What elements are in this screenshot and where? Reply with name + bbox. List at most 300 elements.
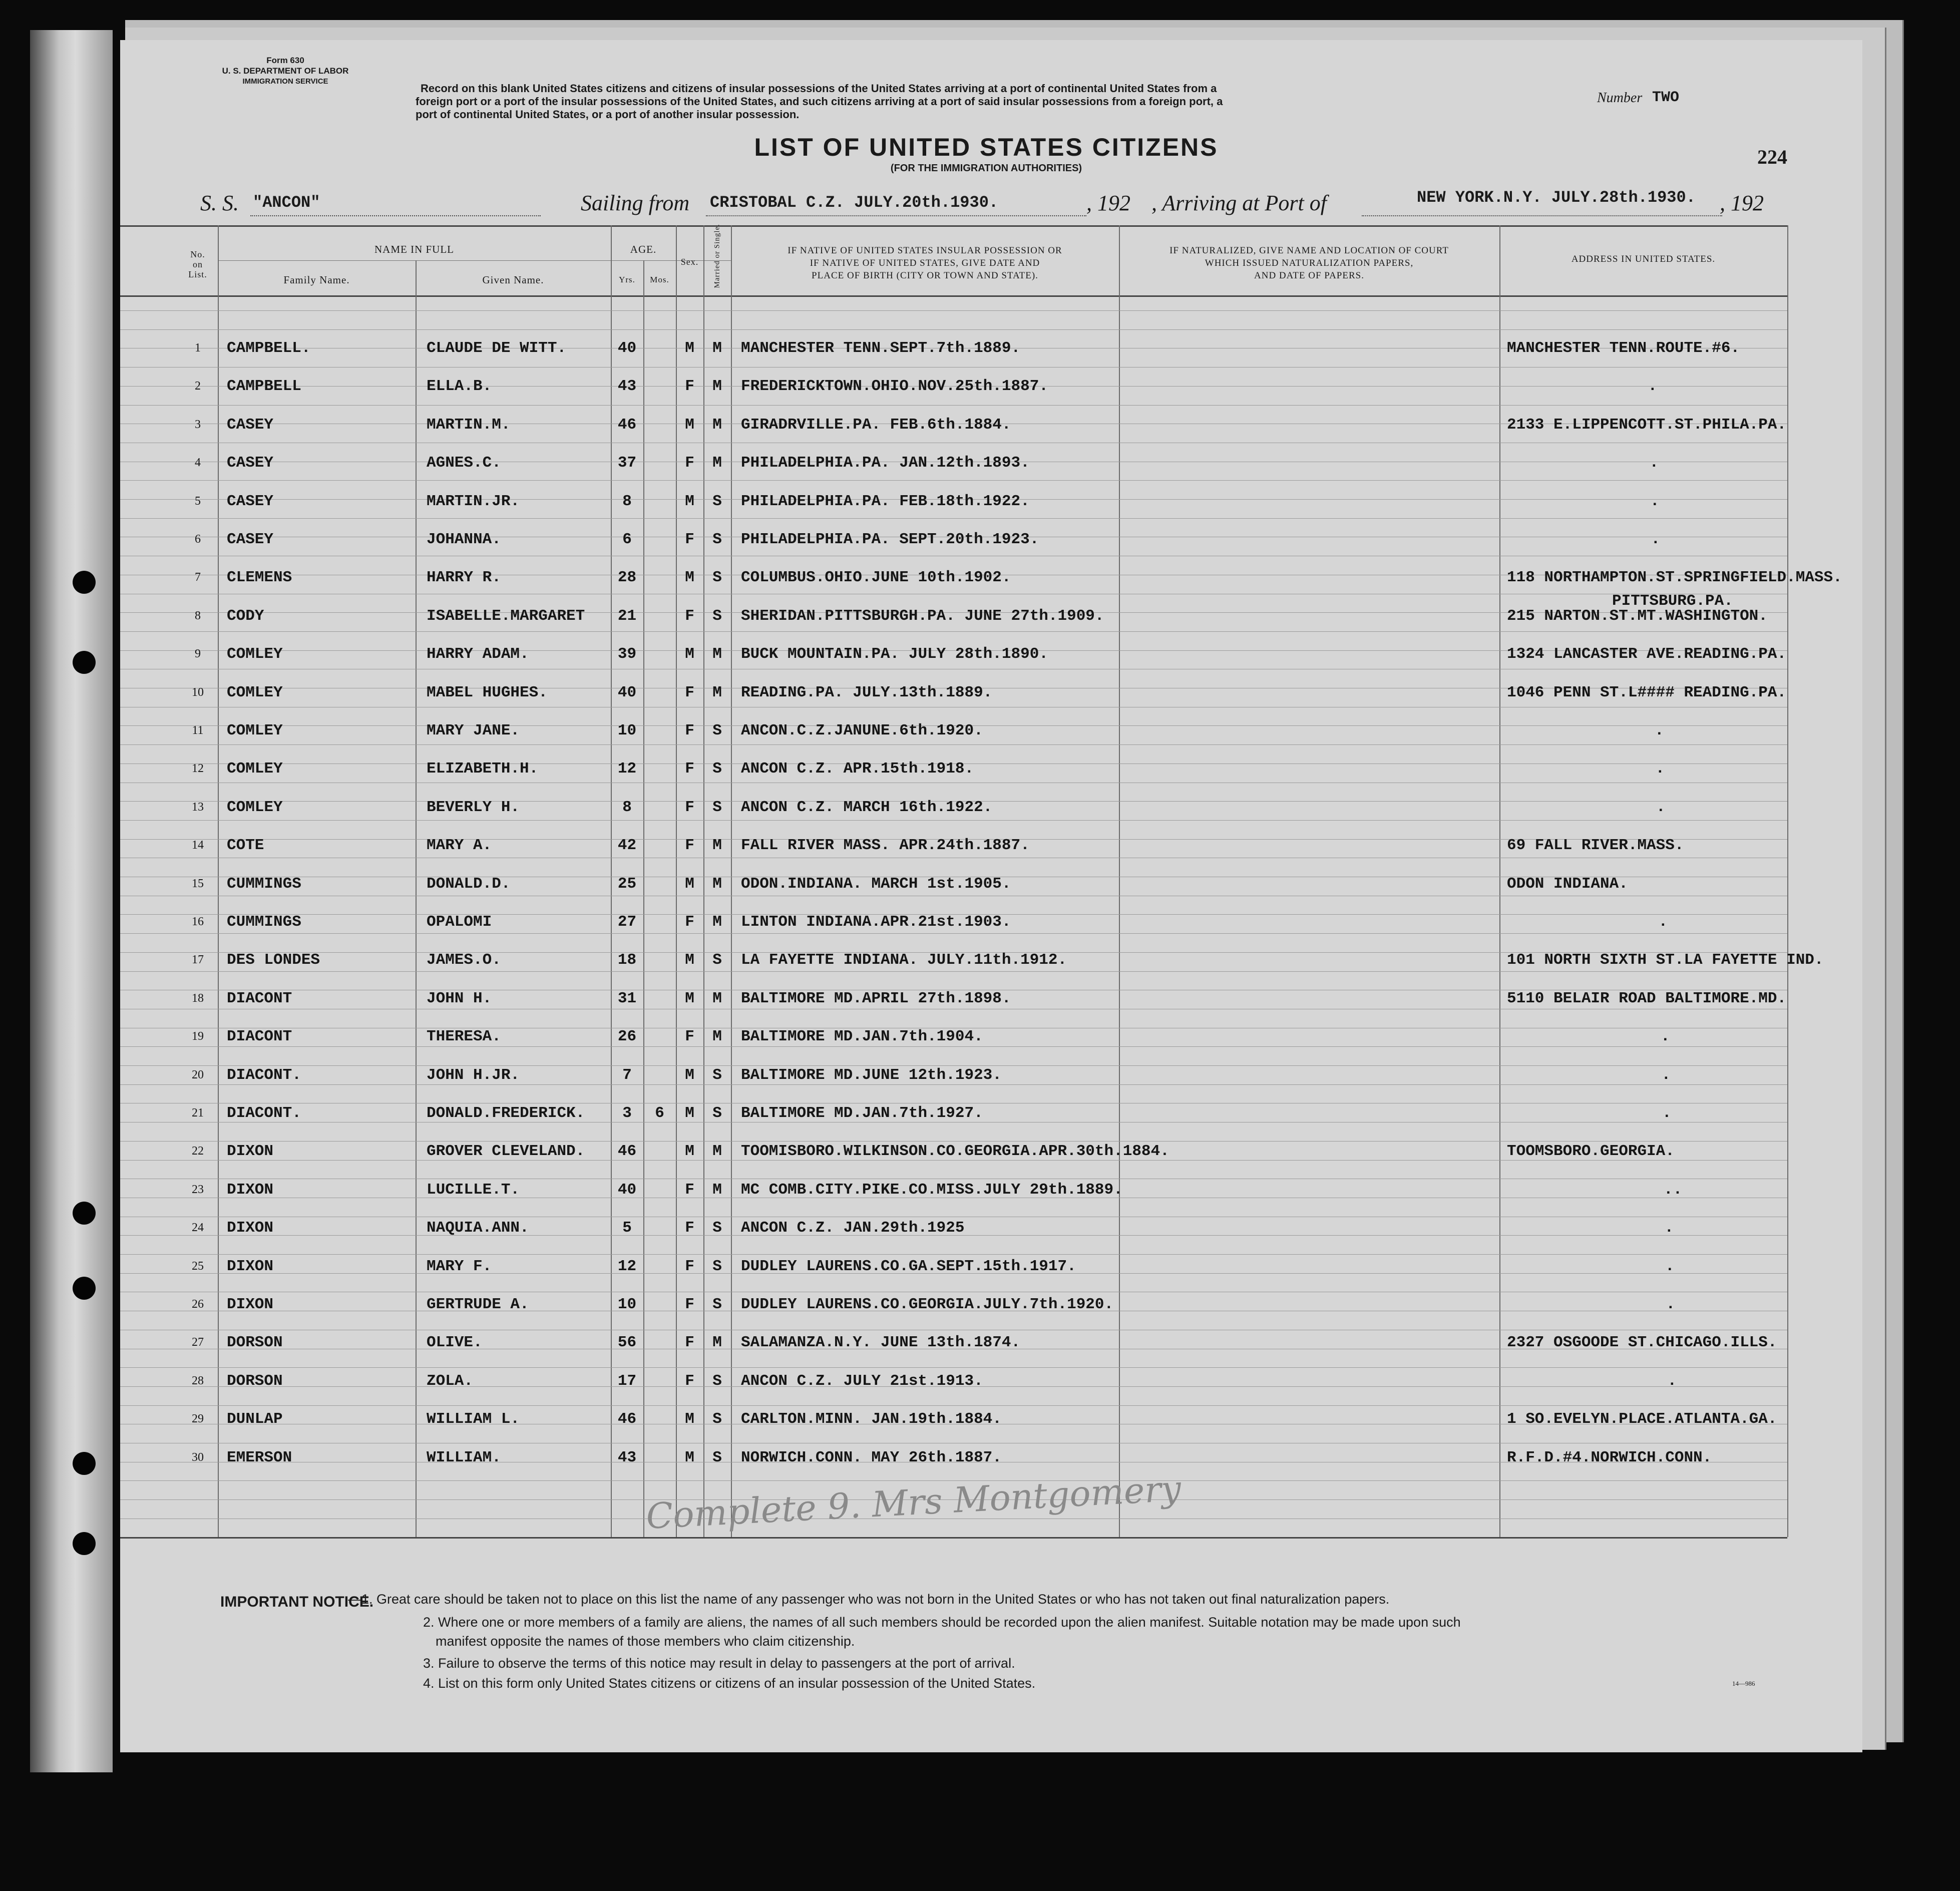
cell-sex: F (685, 913, 694, 931)
cell-birth: ANCON C.Z. JAN.29th.1925 (741, 1219, 965, 1237)
cell-given: ELIZABETH.H. (427, 760, 539, 778)
cell-given: OLIVE. (427, 1334, 483, 1352)
cell-address: 1046 PENN ST.L#### READING.PA. (1507, 683, 1787, 701)
cell-sex: F (685, 683, 694, 701)
table-row (120, 1287, 1862, 1324)
cell-yrs: 21 (617, 607, 637, 625)
table-row (120, 981, 1862, 1018)
cell-no: 25 (192, 1259, 204, 1273)
cell-given: ISABELLE.MARGARET (427, 607, 585, 625)
cell-address: 5110 BELAIR ROAD BALTIMORE.MD. (1507, 989, 1787, 1007)
cell-sex: F (685, 454, 694, 472)
cell-ms: M (712, 683, 722, 701)
cell-ms: S (712, 951, 722, 969)
number-label: Number (1597, 90, 1643, 106)
cell-family: DORSON (227, 1334, 283, 1352)
cell-birth: MC COMB.CITY.PIKE.CO.MISS.JULY 29th.1889. (741, 1181, 1123, 1199)
cell-ms: S (712, 531, 722, 548)
col-naturalization: IF NATURALIZED, GIVE NAME AND LOCATION OF COURT WHICH ISSUED NATURALIZATION PAPERS, AND DATE OF PAPERS. (1169, 245, 1449, 281)
table-row (120, 866, 1862, 904)
instruction-line-1: Record on this blank United States citizens and citizens of insular possessions of the United States arriving at a port of continental United States from a (421, 82, 1217, 95)
table-row (120, 445, 1862, 483)
cell-sex: M (685, 1143, 694, 1161)
cell-yrs: 28 (617, 569, 637, 587)
cell-ms: M (712, 377, 722, 396)
notice-heading: IMPORTANT NOTICE. (220, 1594, 374, 1610)
table-row (120, 1133, 1862, 1171)
cell-yrs: 39 (617, 645, 637, 663)
cell-ms: S (712, 492, 722, 510)
cell-yrs: 5 (622, 1219, 632, 1237)
cell-family: DIACONT (227, 1028, 292, 1046)
cell-yrs: 12 (617, 760, 637, 778)
table-row (120, 1363, 1862, 1401)
cell-no: 26 (192, 1298, 204, 1311)
cell-address: 215 NARTON.ST.MT.WASHINGTON. (1507, 607, 1768, 625)
cell-no: 18 (192, 991, 204, 1005)
cell-birth: MANCHESTER TENN.SEPT.7th.1889. (741, 339, 1021, 357)
table-row (120, 904, 1862, 942)
cell-yrs: 43 (617, 1448, 637, 1466)
cell-given: AGNES.C. (427, 454, 501, 472)
cell-family: CUMMINGS (227, 875, 301, 893)
notice-item-4: 4. List on this form only United States citizens or citizens of an insular possession of the United States. (423, 1676, 1036, 1691)
cell-family: DIXON (227, 1181, 274, 1199)
cell-family: CASEY (227, 492, 274, 510)
cell-family: DIACONT. (227, 1104, 301, 1122)
punch-hole (73, 651, 96, 674)
cell-no: 22 (192, 1145, 204, 1158)
cell-yrs: 8 (622, 798, 632, 816)
ruled-line (120, 329, 1787, 330)
cell-yrs: 27 (617, 913, 637, 931)
cell-no: 8 (195, 609, 201, 622)
cell-no: 5 (195, 494, 201, 508)
cell-address-above: PITTSBURG.PA. (1612, 592, 1733, 610)
cell-given: ZOLA. (427, 1372, 474, 1390)
cell-given: WILLIAM L. (427, 1410, 520, 1428)
cell-given: NAQUIA.ANN. (427, 1219, 529, 1237)
cell-ms: S (712, 1372, 722, 1390)
cell-address: TOOMSBORO.GEORGIA. (1507, 1143, 1675, 1161)
cell-family: DIACONT. (227, 1066, 301, 1084)
cell-address: 1 SO.EVELYN.PLACE.ATLANTA.GA. (1507, 1410, 1777, 1428)
cell-ms: M (712, 1334, 722, 1352)
cell-ms: S (712, 760, 722, 778)
arriving-value: NEW YORK.N.Y. JULY.28th.1930. (1417, 188, 1696, 207)
cell-family: DES LONDES (227, 951, 320, 969)
notice-item-1: —1. Great care should be taken not to place on this list the name of any passenger who was not born in the United States or who has not taken out final naturalization papers. (348, 1592, 1390, 1607)
cell-yrs: 46 (617, 1143, 637, 1161)
cell-birth: COLUMBUS.OHIO.JUNE 10th.1902. (741, 569, 1011, 587)
table-row (120, 713, 1862, 750)
form-number: Form 630 (266, 56, 304, 65)
cell-given: HARRY ADAM. (427, 645, 529, 663)
cell-yrs: 8 (622, 492, 632, 510)
cell-family: CAMPBELL (227, 377, 301, 396)
table-row (120, 1401, 1862, 1439)
cell-sex: M (685, 416, 694, 434)
table-row (120, 1095, 1862, 1133)
cell-yrs: 17 (617, 1372, 637, 1390)
cell-address: 101 NORTH SIXTH ST.LA FAYETTE IND. (1507, 951, 1824, 969)
cell-birth: FALL RIVER MASS. APR.24th.1887. (741, 837, 1030, 855)
cell-yrs: 46 (617, 1410, 637, 1428)
cell-ms: M (712, 989, 722, 1007)
cell-address: . (1658, 913, 1668, 931)
cell-sex: M (685, 645, 694, 663)
cell-family: DORSON (227, 1372, 283, 1390)
cell-address: .. (1664, 1181, 1683, 1199)
cell-address: . (1661, 1066, 1671, 1084)
cell-no: 12 (192, 762, 204, 776)
cell-address: MANCHESTER TENN.ROUTE.#6. (1507, 339, 1740, 357)
cell-no: 19 (192, 1030, 204, 1043)
cell-given: ELLA.B. (427, 377, 492, 396)
cell-address: . (1655, 722, 1664, 739)
header-bottom-border (120, 295, 1787, 297)
cell-no: 17 (192, 953, 204, 967)
col-address: ADDRESS IN UNITED STATES. (1571, 254, 1716, 264)
table-row (120, 407, 1862, 445)
cell-family: COTE (227, 837, 264, 855)
cell-yrs: 10 (617, 722, 637, 739)
ruled-line (120, 310, 1787, 311)
col-no-on-list: No. on List. (188, 249, 207, 279)
cell-birth: BALTIMORE MD.APRIL 27th.1898. (741, 989, 1011, 1007)
table-row (120, 1325, 1862, 1362)
table-top-border (120, 225, 1787, 227)
page-subtitle: (FOR THE IMMIGRATION AUTHORITIES) (890, 163, 1082, 174)
cell-ms: S (712, 1104, 722, 1122)
binder-strip (30, 30, 113, 1772)
cell-no: 13 (192, 800, 204, 814)
cell-birth: BUCK MOUNTAIN.PA. JULY 28th.1890. (741, 645, 1048, 663)
cell-address: . (1649, 454, 1659, 472)
cell-birth: TOOMISBORO.WILKINSON.CO.GEORGIA.APR.30th.1884. (741, 1143, 1169, 1161)
table-row (120, 790, 1862, 827)
table-bottom-border (120, 1537, 1787, 1539)
cell-ms: S (712, 1257, 722, 1275)
table-row (120, 330, 1862, 368)
cell-given: JOHN H. (427, 989, 492, 1007)
cell-no: 23 (192, 1183, 204, 1196)
cell-ms: S (712, 607, 722, 625)
cell-ms: M (712, 913, 722, 931)
cell-given: JOHN H.JR. (427, 1066, 520, 1084)
cell-sex: M (685, 1104, 694, 1122)
cell-address: 118 NORTHAMPTON.ST.SPRINGFIELD.MASS. (1507, 569, 1842, 587)
cell-mos: 6 (655, 1104, 664, 1122)
cell-family: CASEY (227, 531, 274, 548)
cell-no: 16 (192, 915, 204, 928)
service-name: IMMIGRATION SERVICE (242, 77, 328, 86)
cell-family: CAMPBELL. (227, 339, 311, 357)
col-name-in-full: NAME IN FULL (374, 243, 454, 255)
cell-birth: ODON.INDIANA. MARCH 1st.1905. (741, 875, 1011, 893)
col-family-name: Family Name. (283, 274, 350, 286)
cell-address: . (1650, 492, 1660, 510)
cell-family: DIACONT (227, 989, 292, 1007)
cell-sex: F (685, 1181, 694, 1199)
punch-hole (73, 1277, 96, 1300)
cell-address: 2133 E.LIPPENCOTT.ST.PHILA.PA. (1507, 416, 1787, 434)
cell-sex: F (685, 1296, 694, 1313)
cell-sex: F (685, 1372, 694, 1390)
cell-address: 69 FALL RIVER.MASS. (1507, 837, 1684, 855)
cell-ms: S (712, 1066, 722, 1084)
arriving-underline (1362, 215, 1722, 216)
cell-no: 7 (195, 571, 201, 584)
cell-address: . (1664, 1219, 1674, 1237)
cell-birth: PHILADELPHIA.PA. FEB.18th.1922. (741, 492, 1030, 510)
cell-given: OPALOMI (427, 913, 492, 931)
page-title: LIST OF UNITED STATES CITIZENS (754, 133, 1219, 161)
cell-ms: S (712, 722, 722, 739)
table-row (120, 1440, 1862, 1477)
cell-given: CLAUDE DE WITT. (427, 339, 567, 357)
department-name: U. S. DEPARTMENT OF LABOR (222, 66, 349, 76)
cell-ms: S (712, 798, 722, 816)
cell-no: 28 (192, 1374, 204, 1387)
cell-no: 15 (192, 877, 204, 890)
cell-yrs: 46 (617, 416, 637, 434)
cell-sex: M (685, 569, 694, 587)
cell-birth: ANCON C.Z. MARCH 16th.1922. (741, 798, 993, 816)
cell-no: 21 (192, 1106, 204, 1119)
cell-sex: F (685, 1334, 694, 1352)
cell-given: MARTIN.JR. (427, 492, 520, 510)
col-yrs: Yrs. (619, 275, 635, 284)
cell-sex: F (685, 760, 694, 778)
col-given-name: Given Name. (482, 274, 544, 286)
year-suffix: , 192 (1720, 191, 1764, 215)
year-suffix: , 192 (1086, 191, 1130, 215)
cell-address: . (1662, 1104, 1672, 1122)
cell-yrs: 42 (617, 837, 637, 855)
table-row (120, 942, 1862, 980)
cell-no: 3 (195, 418, 201, 431)
cell-given: MARY A. (427, 837, 492, 855)
cell-birth: BALTIMORE MD.JAN.7th.1904. (741, 1028, 983, 1046)
page-number: 224 (1757, 146, 1787, 168)
arriving-label: , Arriving at Port of (1151, 191, 1327, 215)
cell-family: DIXON (227, 1296, 274, 1313)
cell-family: COMLEY (227, 722, 283, 739)
cell-sex: M (685, 339, 694, 357)
cell-sex: F (685, 377, 694, 396)
cell-ms: M (712, 1028, 722, 1046)
table-row (120, 592, 1862, 636)
cell-sex: F (685, 722, 694, 739)
ship-name: "ANCON" (253, 193, 320, 212)
cell-ms: S (712, 1410, 722, 1428)
table-row (120, 1210, 1862, 1248)
table-row (120, 828, 1862, 865)
cell-family: EMERSON (227, 1448, 292, 1466)
cell-given: GROVER CLEVELAND. (427, 1143, 585, 1161)
cell-ms: M (712, 837, 722, 855)
cell-ms: M (712, 416, 722, 434)
cell-family: CASEY (227, 454, 274, 472)
cell-given: MARY JANE. (427, 722, 520, 739)
cell-no: 4 (195, 456, 201, 470)
cell-sex: F (685, 1028, 694, 1046)
cell-sex: F (685, 798, 694, 816)
cell-no: 30 (192, 1450, 204, 1464)
punch-hole (73, 571, 96, 594)
punch-hole (73, 1452, 96, 1475)
cell-family: CASEY (227, 416, 274, 434)
table-row (120, 560, 1862, 597)
cell-address: 1324 LANCASTER AVE.READING.PA. (1507, 645, 1787, 663)
col-age: AGE. (630, 243, 657, 255)
cell-birth: SALAMANZA.N.Y. JUNE 13th.1874. (741, 1334, 1021, 1352)
ss-label: S. S. (200, 191, 239, 215)
cell-given: JAMES.O. (427, 951, 501, 969)
table-row (120, 751, 1862, 789)
manifest-sheet (120, 40, 1862, 1752)
cell-family: DIXON (227, 1143, 274, 1161)
cell-ms: M (712, 454, 722, 472)
instruction-line-2: foreign port or a port of the insular possessions of the United States, and such citizens arriving at a port of said insular possessions from a foreign port, a (416, 95, 1223, 108)
notice-item-2-cont: manifest opposite the names of those members who claim citizenship. (436, 1634, 855, 1649)
cell-given: DONALD.FREDERICK. (427, 1104, 585, 1122)
cell-yrs: 56 (617, 1334, 637, 1352)
cell-family: DIXON (227, 1219, 274, 1237)
cell-birth: LINTON INDIANA.APR.21st.1903. (741, 913, 1011, 931)
cell-address: . (1648, 377, 1658, 396)
cell-yrs: 40 (617, 339, 637, 357)
cell-family: CLEMENS (227, 569, 292, 587)
punch-hole (73, 1202, 96, 1225)
cell-yrs: 43 (617, 377, 637, 396)
cell-ms: M (712, 339, 722, 357)
cell-given: JOHANNA. (427, 531, 501, 548)
cell-yrs: 10 (617, 1296, 637, 1313)
cell-address: R.F.D.#4.NORWICH.CONN. (1507, 1448, 1712, 1466)
ship-underline (250, 215, 541, 216)
cell-yrs: 7 (622, 1066, 632, 1084)
table-row (120, 368, 1862, 406)
cell-birth: NORWICH.CONN. MAY 26th.1887. (741, 1448, 1002, 1466)
cell-birth: PHILADELPHIA.PA. SEPT.20th.1923. (741, 531, 1039, 548)
cell-birth: BALTIMORE MD.JAN.7th.1927. (741, 1104, 983, 1122)
cell-no: 11 (192, 724, 204, 737)
col-birthplace: IF NATIVE OF UNITED STATES INSULAR POSSESSION OR IF NATIVE OF UNITED STATES, GIVE DATE AND PLACE OF BIRTH (CITY OR TOWN AND STATE). (788, 245, 1062, 281)
table-row (120, 636, 1862, 674)
subheader-rule (218, 260, 731, 261)
cell-no: 24 (192, 1221, 204, 1235)
cell-ms: M (712, 1143, 722, 1161)
cell-yrs: 40 (617, 1181, 637, 1199)
col-married-single: Married or Single. (713, 224, 721, 288)
table-row (120, 1057, 1862, 1095)
cell-address: . (1656, 798, 1666, 816)
cell-ms: M (712, 875, 722, 893)
cell-given: MABEL HUGHES. (427, 683, 548, 701)
cell-family: DUNLAP (227, 1410, 283, 1428)
cell-family: COMLEY (227, 645, 283, 663)
cell-given: THERESA. (427, 1028, 501, 1046)
cell-yrs: 25 (617, 875, 637, 893)
sailing-value: CRISTOBAL C.Z. JULY.20th.1930. (710, 193, 999, 212)
notice-item-2: 2. Where one or more members of a family are aliens, the names of all such members should be recorded upon the alien manifest. Suitable notation may be made upon such (423, 1615, 1461, 1630)
cell-birth: LA FAYETTE INDIANA. JULY.11th.1912. (741, 951, 1067, 969)
cell-birth: GIRADRVILLE.PA. FEB.6th.1884. (741, 416, 1011, 434)
table-row (120, 484, 1862, 521)
cell-no: 20 (192, 1068, 204, 1081)
cell-address: . (1666, 1296, 1676, 1313)
cell-family: CUMMINGS (227, 913, 301, 931)
cell-no: 9 (195, 647, 201, 661)
cell-birth: PHILADELPHIA.PA. JAN.12th.1893. (741, 454, 1030, 472)
cell-address: . (1655, 760, 1665, 778)
table-row (120, 1172, 1862, 1210)
cell-given: WILLIAM. (427, 1448, 501, 1466)
cell-ms: S (712, 1296, 722, 1313)
number-value: TWO (1652, 89, 1680, 106)
cell-ms: S (712, 569, 722, 587)
sailing-underline (706, 215, 1086, 216)
cell-yrs: 6 (622, 531, 632, 548)
cell-yrs: 37 (617, 454, 637, 472)
cell-birth: DUDLEY LAURENS.CO.GA.SEPT.15th.1917. (741, 1257, 1076, 1275)
print-code: 14—986 (1732, 1680, 1755, 1687)
table-row (120, 1249, 1862, 1286)
cell-birth: BALTIMORE MD.JUNE 12th.1923. (741, 1066, 1002, 1084)
cell-sex: M (685, 1066, 694, 1084)
col-sex: Sex. (680, 257, 699, 267)
col-mos: Mos. (650, 275, 669, 284)
cell-given: LUCILLE.T. (427, 1181, 520, 1199)
cell-sex: M (685, 989, 694, 1007)
cell-given: HARRY R. (427, 569, 501, 587)
cell-no: 14 (192, 839, 204, 852)
cell-no: 2 (195, 380, 201, 393)
cell-yrs: 12 (617, 1257, 637, 1275)
cell-birth: FREDERICKTOWN.OHIO.NOV.25th.1887. (741, 377, 1048, 396)
cell-birth: READING.PA. JULY.13th.1889. (741, 683, 993, 701)
cell-ms: M (712, 645, 722, 663)
cell-birth: ANCON C.Z. APR.15th.1918. (741, 760, 974, 778)
cell-given: DONALD.D. (427, 875, 511, 893)
cell-family: COMLEY (227, 683, 283, 701)
instruction-line-3: port of continental United States, or a port of another insular possession. (416, 108, 800, 121)
handwritten-note: Complete 9. Mrs Montgomery (645, 1468, 1183, 1537)
cell-sex: F (685, 1219, 694, 1237)
cell-ms: S (712, 1448, 722, 1466)
cell-sex: F (685, 607, 694, 625)
cell-birth: CARLTON.MINN. JAN.19th.1884. (741, 1410, 1002, 1428)
cell-no: 10 (192, 685, 204, 699)
table-row (120, 1019, 1862, 1056)
cell-no: 29 (192, 1412, 204, 1426)
cell-family: CODY (227, 607, 264, 625)
cell-sex: M (685, 492, 694, 510)
cell-given: GERTRUDE A. (427, 1296, 529, 1313)
cell-sex: M (685, 951, 694, 969)
cell-sex: F (685, 531, 694, 548)
cell-birth: ANCON.C.Z.JANUNE.6th.1920. (741, 722, 983, 739)
notice-item-3: 3. Failure to observe the terms of this notice may result in delay to passengers at the port of arrival. (423, 1656, 1015, 1671)
cell-no: 1 (195, 341, 201, 354)
cell-address: . (1661, 1028, 1670, 1046)
cell-address: ODON INDIANA. (1507, 875, 1628, 893)
table-row (120, 522, 1862, 559)
cell-given: MARY F. (427, 1257, 492, 1275)
cell-yrs: 40 (617, 683, 637, 701)
